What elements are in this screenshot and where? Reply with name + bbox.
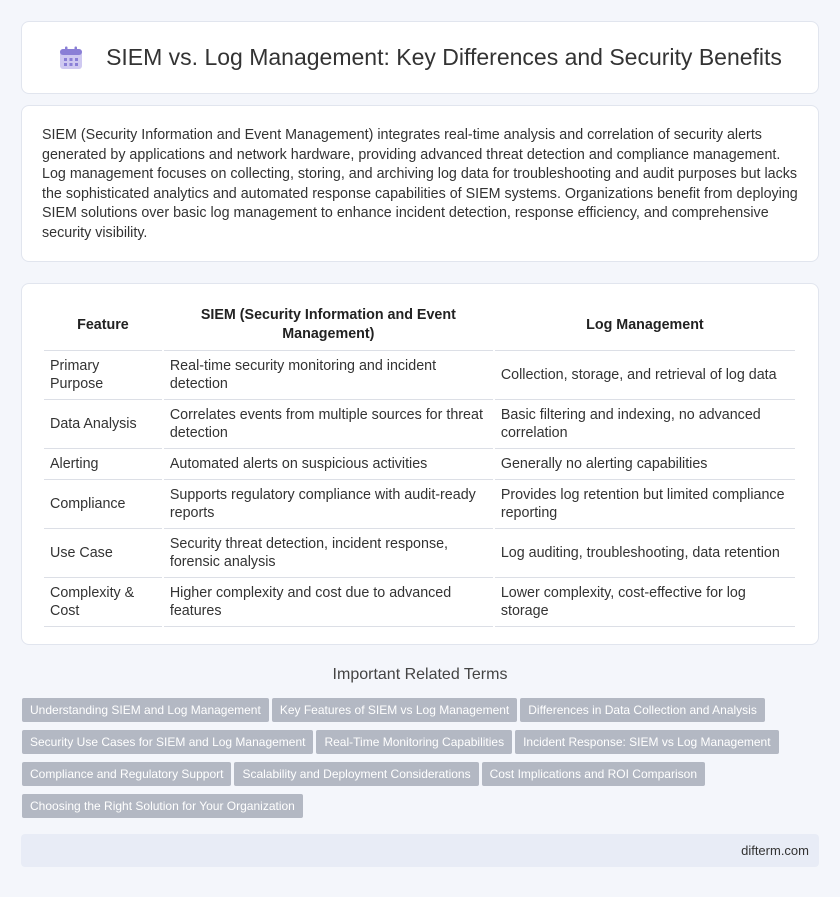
table-row <box>44 578 795 627</box>
siem-cell: Security threat detection, incident response, forensic analysis <box>164 529 493 578</box>
header-siem: SIEM (Security Information and Event Management) <box>164 300 493 351</box>
related-term-tag[interactable]: Understanding SIEM and Log Management <box>22 698 269 722</box>
feature-cell: Data Analysis <box>44 400 162 449</box>
related-term-tag[interactable]: Differences in Data Collection and Analysis <box>520 698 765 722</box>
intro-card <box>21 105 819 262</box>
log-cell: Generally no alerting capabilities <box>495 449 795 480</box>
page-title: SIEM vs. Log Management: Key Differences and Security Benefits <box>106 44 782 70</box>
header-card <box>21 21 819 94</box>
header-log-management: Log Management <box>495 300 795 351</box>
related-term-tag[interactable]: Key Features of SIEM vs Log Management <box>272 698 517 722</box>
related-term-tag[interactable]: Compliance and Regulatory Support <box>22 762 231 786</box>
siem-cell: Supports regulatory compliance with audit-ready reports <box>164 480 493 529</box>
log-cell: Lower complexity, cost-effective for log storage <box>495 578 795 627</box>
related-term-tag[interactable]: Cost Implications and ROI Comparison <box>482 762 705 786</box>
siem-cell: Correlates events from multiple sources for threat detection <box>164 400 493 449</box>
related-term-tag[interactable]: Incident Response: SIEM vs Log Management <box>515 730 778 754</box>
feature-cell: Use Case <box>44 529 162 578</box>
calendar-icon <box>58 45 84 71</box>
table-row <box>44 449 795 480</box>
comparison-table-card <box>21 283 819 645</box>
comparison-table <box>42 300 797 627</box>
table-row <box>44 529 795 578</box>
log-cell: Provides log retention but limited compliance reporting <box>495 480 795 529</box>
footer-site-link[interactable]: difterm.com <box>741 843 809 858</box>
log-cell: Basic filtering and indexing, no advanced correlation <box>495 400 795 449</box>
related-term-tag[interactable]: Real-Time Monitoring Capabilities <box>316 730 512 754</box>
table-row <box>44 400 795 449</box>
header-feature: Feature <box>44 300 162 351</box>
siem-cell: Higher complexity and cost due to advanced features <box>164 578 493 627</box>
table-header-row <box>44 300 795 351</box>
feature-cell: Alerting <box>44 449 162 480</box>
siem-cell: Real-time security monitoring and incident detection <box>164 351 493 400</box>
related-term-tag[interactable]: Scalability and Deployment Considerations <box>234 762 478 786</box>
feature-cell: Compliance <box>44 480 162 529</box>
log-cell: Collection, storage, and retrieval of log data <box>495 351 795 400</box>
related-term-tag[interactable]: Security Use Cases for SIEM and Log Management <box>22 730 313 754</box>
intro-text: SIEM (Security Information and Event Management) integrates real-time analysis and correlation of security alerts generated by applications and network hardware, providing advanced threat detection and compliance management. Log management focuses on collecting, storing, and archiving log data for troubleshooting and audit purposes but lacks the sophisticated analytics and automated response capabilities of SIEM systems. Organizations benefit from deploying SIEM solutions over basic log management to enhance incident detection, response efficiency, and comprehensive security visibility. <box>42 127 798 241</box>
table-row <box>44 480 795 529</box>
related-terms-title: Important Related Terms <box>332 666 508 683</box>
siem-cell: Automated alerts on suspicious activities <box>164 449 493 480</box>
feature-cell: Complexity & Cost <box>44 578 162 627</box>
related-terms-list <box>22 698 812 826</box>
log-cell: Log auditing, troubleshooting, data retention <box>495 529 795 578</box>
table-row <box>44 351 795 400</box>
feature-cell: Primary Purpose <box>44 351 162 400</box>
related-term-tag[interactable]: Choosing the Right Solution for Your Organization <box>22 794 303 818</box>
footer <box>21 834 819 867</box>
